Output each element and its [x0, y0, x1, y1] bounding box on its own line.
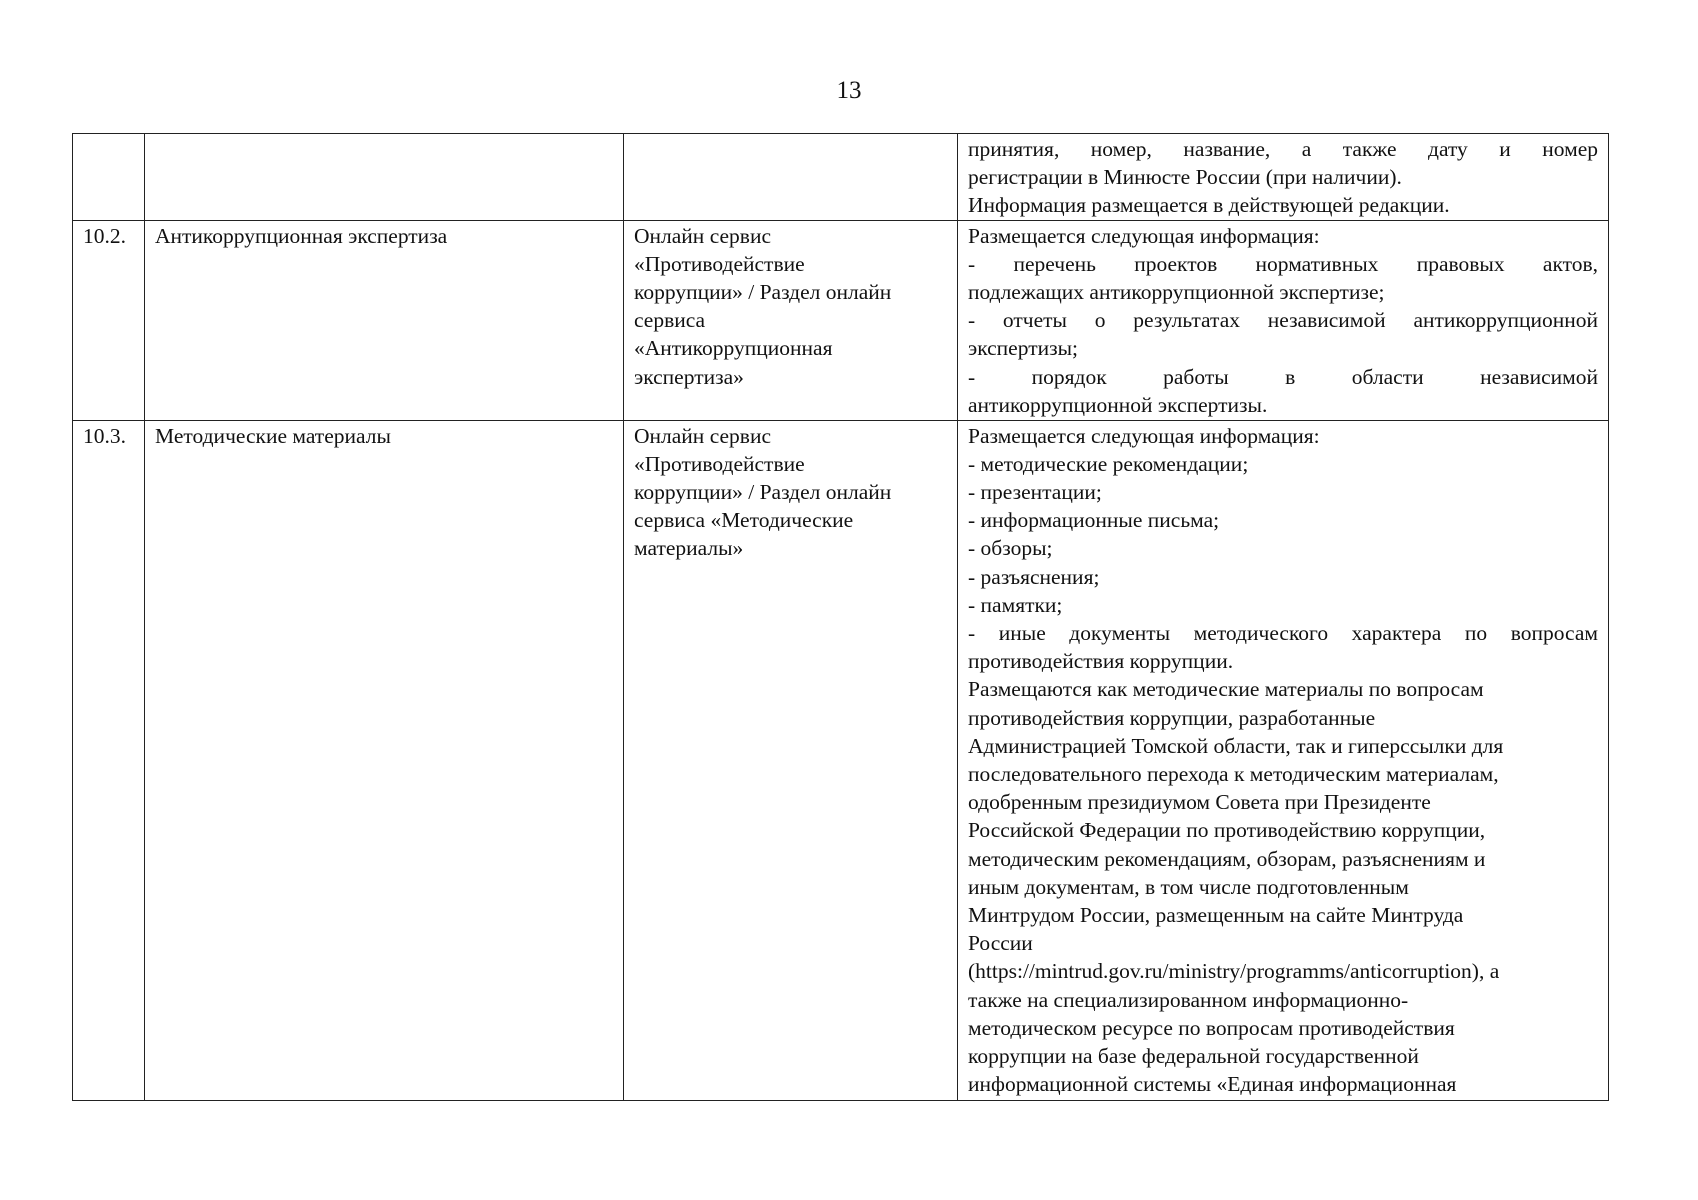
description-line: Российской Федерации по противодействию коррупции,	[968, 818, 1486, 843]
row-number: 10.3.	[73, 420, 145, 1100]
description-line: принятия, номер, название, а также дату и номер	[968, 137, 1598, 161]
placement-line: коррупции» / Раздел онлайн	[634, 480, 892, 505]
description-line: Информация размещается в действующей редакции.	[968, 193, 1450, 218]
table-row	[73, 134, 1609, 221]
placement-line: «Противодействие	[634, 251, 805, 276]
description-line: регистрации в Минюсте России (при наличии).	[968, 165, 1402, 190]
description-line: также на специализированном информационно-	[968, 987, 1409, 1012]
row-placement	[624, 420, 958, 1100]
row-placement	[624, 134, 958, 221]
row-placement	[624, 220, 958, 420]
table-row	[73, 420, 1609, 1100]
description-line: информационной системы «Единая информационная	[968, 1072, 1457, 1097]
placement-line: коррупции» / Раздел онлайн	[634, 280, 892, 305]
placement-line: материалы»	[634, 536, 744, 561]
description-line: одобренным президиумом Совета при Президенте	[968, 790, 1431, 815]
description-line: (https://mintrud.gov.ru/ministry/programms/anticorruption), а	[968, 959, 1500, 984]
description-line: противодействия коррупции.	[968, 649, 1234, 674]
page-number: 13	[836, 77, 862, 104]
description-line: Администрацией Томской области, так и гиперссылки для	[968, 733, 1504, 758]
placement-line: сервиса	[634, 308, 706, 333]
description-line: коррупции на базе федеральной государственной	[968, 1044, 1419, 1069]
description-line: - перечень проектов нормативных правовых актов,	[968, 251, 1598, 276]
description-line: - порядок работы в области независимой	[968, 364, 1598, 389]
description-line: антикоррупционной экспертизы.	[968, 392, 1268, 417]
table-row	[73, 220, 1609, 420]
placement-line: экспертиза»	[634, 364, 744, 389]
description-line: Минтрудом России, размещенным на сайте Минтруда	[968, 903, 1464, 928]
placement-line: Онлайн сервис	[634, 223, 771, 248]
description-line: - обзоры;	[968, 536, 1053, 561]
description-line: Размещаются как методические материалы по вопросам	[968, 677, 1484, 702]
description-line: - разъяснения;	[968, 564, 1100, 589]
row-name: Антикоррупционная экспертиза	[145, 220, 624, 420]
description-line: противодействия коррупции, разработанные	[968, 705, 1376, 730]
placement-line: сервиса «Методические	[634, 508, 854, 533]
description-line: последовательного перехода к методическим материалам,	[968, 762, 1499, 787]
row-name: Методические материалы	[145, 420, 624, 1100]
row-number: 10.2.	[73, 220, 145, 420]
description-line: иным документам, в том числе подготовленным	[968, 874, 1409, 899]
description-line: методическом ресурсе по вопросам противодействия	[968, 1015, 1455, 1040]
description-line: подлежащих антикоррупционной экспертизе;	[968, 280, 1385, 305]
document-table	[72, 133, 1609, 1101]
description-line: - памятки;	[968, 592, 1063, 617]
row-description	[958, 134, 1609, 221]
row-number	[73, 134, 145, 221]
placement-line: «Противодействие	[634, 451, 805, 476]
row-description	[958, 420, 1609, 1100]
row-name	[145, 134, 624, 221]
description-line: экспертизы;	[968, 336, 1079, 361]
description-line: России	[968, 931, 1033, 956]
description-line: - информационные письма;	[968, 508, 1220, 533]
description-line: Размещается следующая информация:	[968, 223, 1320, 248]
description-line: - презентации;	[968, 480, 1102, 505]
description-line: - иные документы методического характера по вопросам	[968, 621, 1598, 646]
description-line: методическим рекомендациям, обзорам, разъяснениям и	[968, 846, 1486, 871]
description-line: Размещается следующая информация:	[968, 423, 1320, 448]
table-body	[73, 134, 1609, 1101]
row-description	[958, 220, 1609, 420]
description-line: - методические рекомендации;	[968, 451, 1249, 476]
placement-line: Онлайн сервис	[634, 423, 771, 448]
placement-line: «Антикоррупционная	[634, 336, 833, 361]
description-line: - отчеты о результатах независимой антикоррупционной	[968, 308, 1598, 333]
